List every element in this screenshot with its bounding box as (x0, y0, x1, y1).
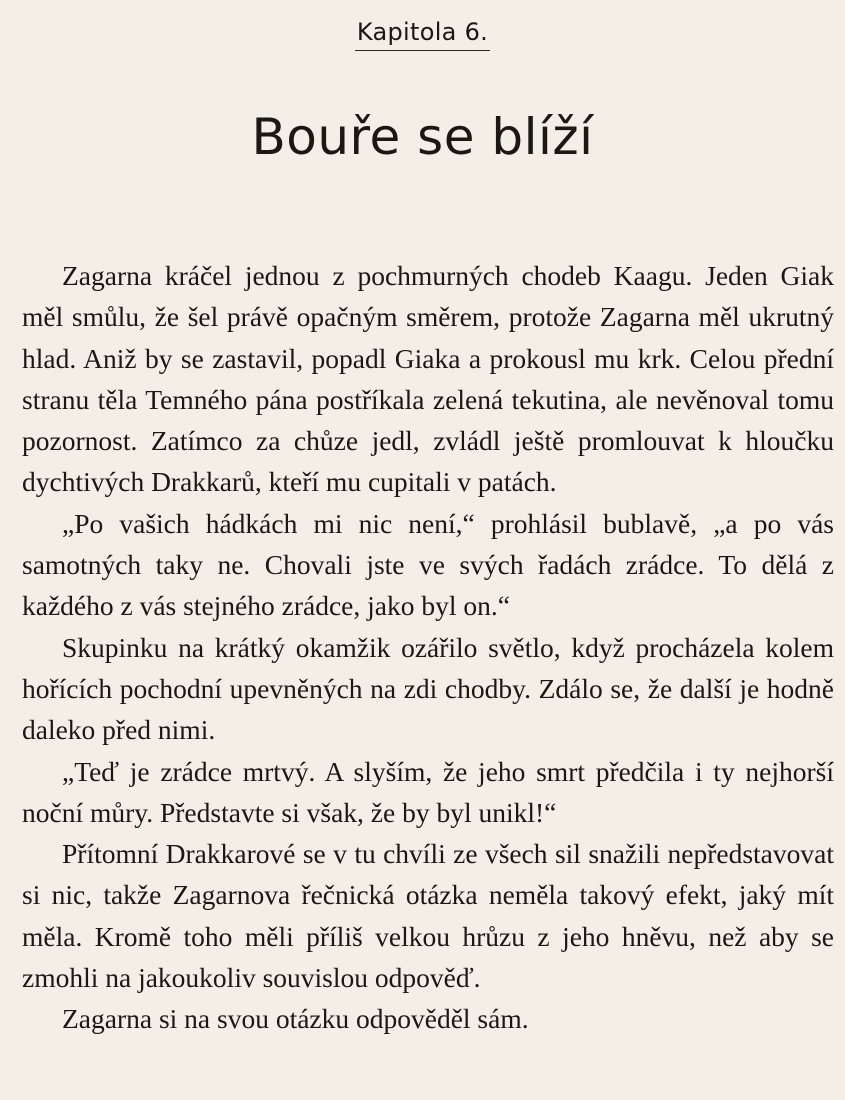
chapter-number (0, 18, 845, 51)
chapter-title: Bouře se blíží (251, 108, 594, 166)
paragraph-4: „Teď je zrádce mrtvý. A slyším, že jeho smrt předčila i ty nejhorší noční můry. Představte si však, že by byl unikl!“ (22, 755, 834, 828)
chapter-body (22, 255, 834, 1040)
paragraph-6: Zagarna si na svou otázku odpověděl sám. (62, 1003, 529, 1035)
paragraph-5: Přítomní Drakkarové se v tu chvíli ze všech sil snažili nepředstavovat si nic, takže Zagarnova řečnická otázka neměla takový efekt, jaký mít měla. Kromě toho měli příliš velkou hrůzu z jeho hněvu, než aby se zmohli na jakoukoliv souvislou odpověď. (22, 838, 834, 994)
paragraph-1: Zagarna kráčel jednou z pochmurných chodeb Kaagu. Jeden Giak měl smůlu, že šel právě opačným směrem, protože Zagarna měl ukrutný hlad. Aniž by se zastavil, popadl Giaka a prokousl mu krk. Celou přední stranu těla Temného pána postříkala zelená tekutina, ale nevěnoval tomu pozornost. Zatímco za chůze jedl, zvládl ještě promlouvat k hloučku dychtivých Drakkarů, kteří mu cupitali v patách. (22, 260, 834, 498)
paragraph-2: „Po vašich hádkách mi nic není,“ prohlásil bublavě, „a po vás samotných taky ne. Chovali jste ve svých řadách zrádce. To dělá z každého z vás stejného zrádce, jako byl on.“ (22, 507, 834, 622)
paragraph-3: Skupinku na krátký okamžik ozářilo světlo, když procházela kolem hořících pochodní upevněných na zdi chodby. Zdálo se, že další je hodně daleko před nimi. (22, 631, 834, 746)
chapter-number-text: Kapitola 6. (355, 18, 490, 51)
